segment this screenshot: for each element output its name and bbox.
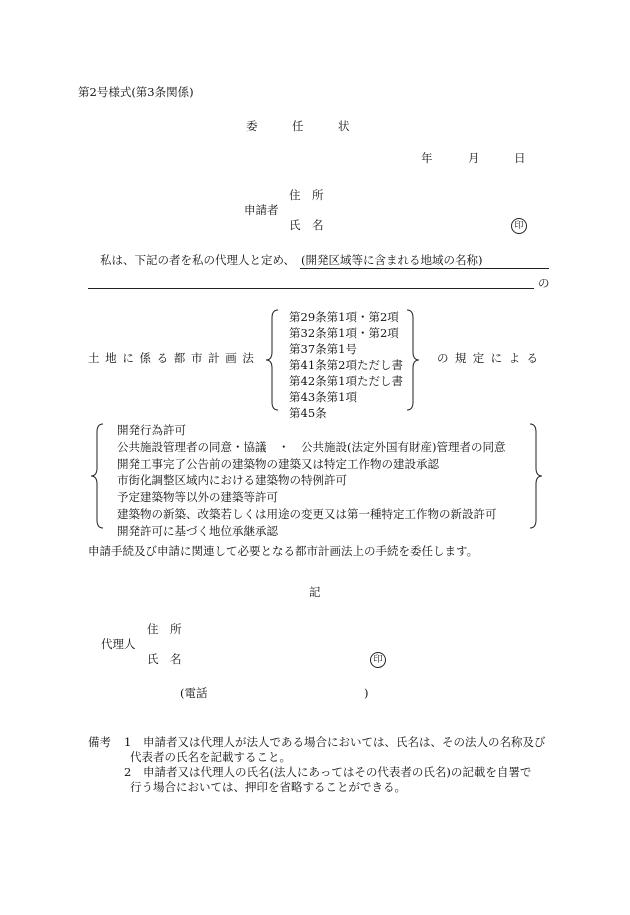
agent-seal-mark: 印 — [370, 652, 386, 668]
area-name-continuation-line — [88, 288, 534, 289]
note-number: 1 — [124, 735, 132, 749]
date-year-label: 年 — [421, 151, 433, 165]
article-item: 第37条第1号 — [289, 342, 357, 356]
note-2-line-2: 行う場合においては、押印を省略することができる。 — [130, 780, 406, 794]
permits-right-brace — [528, 424, 542, 528]
applicant-address-label: 住 所 — [289, 188, 324, 202]
article-item: 第32条第1項・第2項 — [289, 326, 399, 340]
note-number: 2 — [124, 765, 132, 779]
article-item: 第42条第1項ただし書 — [289, 374, 403, 388]
article-item: 第43条第1項 — [289, 390, 357, 404]
articles-left-brace — [266, 310, 280, 410]
city-planning-law-lead: 土 地 に 係 る 都 市 計 画 法 — [88, 351, 254, 365]
permit-item: 建築物の新築、改築若しくは用途の変更又は第一種特定工作物の新設許可 — [117, 506, 497, 521]
document-title: 委 任 状 — [246, 119, 350, 133]
permits-left-brace — [91, 424, 105, 528]
delegation-lead-text: 私は、下記の者を私の代理人と定め、 — [100, 253, 296, 267]
notes-label: 備考 — [88, 735, 111, 749]
area-name-underline — [300, 268, 549, 269]
agent-phone-open: (電話 — [180, 686, 208, 700]
permit-item: 市街化調整区域内における建築物の特例許可 — [117, 473, 347, 488]
article-item: 第29条第1項・第2項 — [289, 310, 399, 324]
provision-tail: の 規 定 に よ る — [437, 351, 538, 365]
permit-item: 開発行為許可 — [117, 423, 186, 437]
permit-item: 開発工事完了公告前の建築物の建築又は特定工作物の建設承認 — [117, 456, 439, 471]
permit-types-list — [117, 422, 505, 540]
ki-heading: 記 — [309, 585, 321, 599]
note-2-line-1: 申請者又は代理人の氏名(法人にあってはその代表者の氏名)の記載を自署で — [143, 765, 532, 779]
form-number-label: 第2号様式(第3条関係) — [78, 85, 194, 99]
articles-right-brace — [405, 310, 419, 410]
note-1-line-2: 代表者の氏名を記載すること。 — [130, 750, 291, 764]
applicant-label: 申請者 — [244, 203, 279, 217]
permit-item: 公共施設管理者の同意・協議 ・ 公共施設(法定外国有財産)管理者の同意 — [117, 439, 506, 454]
area-name-placeholder: (開発区域等に含まれる地域の名称) — [301, 253, 483, 267]
agent-label: 代理人 — [101, 637, 136, 651]
agent-name-label: 氏 名 — [147, 652, 182, 666]
permit-item: 予定建築物等以外の建築等許可 — [117, 490, 278, 505]
applicant-seal-mark: 印 — [511, 218, 527, 234]
no-suffix: の — [538, 276, 550, 290]
agent-address-label: 住 所 — [147, 622, 182, 636]
articles-list — [289, 309, 403, 421]
date-day-label: 日 — [514, 151, 526, 165]
date-month-label: 月 — [468, 151, 480, 165]
article-item: 第41条第2項ただし書 — [289, 358, 403, 372]
article-item: 第45条 — [289, 406, 327, 420]
delegation-statement: 申請手続及び申請に関連して必要となる都市計画法上の手続を委任します。 — [88, 544, 479, 558]
permit-item: 開発許可に基づく地位承継承認 — [117, 523, 278, 538]
note-1-line-1: 申請者又は代理人が法人である場合においては、氏名は、その法人の名称及び — [143, 735, 546, 749]
applicant-name-label: 氏 名 — [289, 218, 324, 232]
agent-phone-close: ) — [364, 686, 369, 700]
